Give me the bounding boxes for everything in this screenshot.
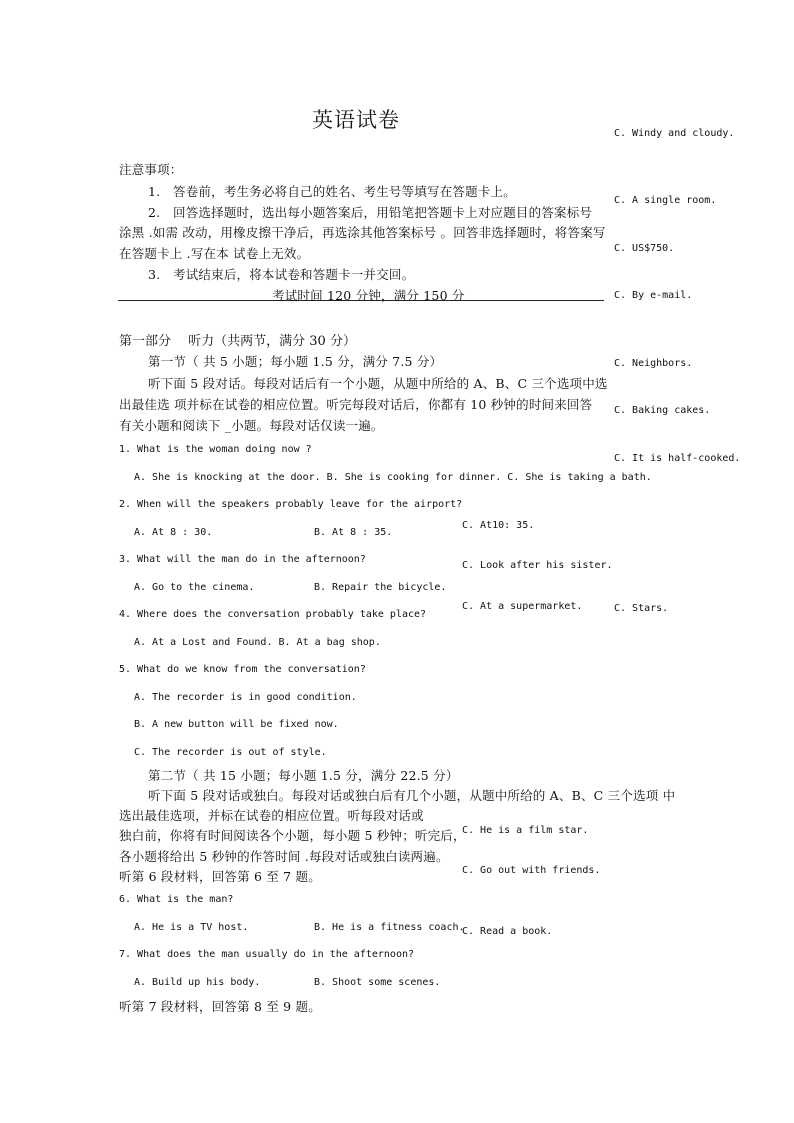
material-instruction: 听第 7 段材料，回答第 8 至 9 题。 (119, 999, 321, 1014)
section-instructions: 选出最佳选项，并标在试卷的相应位置。听每段对话或 (119, 808, 424, 823)
option-c: C. Go out with friends. (462, 865, 601, 876)
right-option: C. Neighbors. (614, 358, 693, 369)
exam-title: 英语试卷 (312, 108, 400, 132)
note-item: 涂黑 .如需 改动，用橡皮擦干净后，再选涂其他答案标号 。回答非选择题时，将答案写 (119, 225, 606, 240)
section-instructions: 听下面 5 段对话。每段对话后有一个小题，从题中所给的 A、B、C 三个选项中选 (148, 376, 608, 391)
option-c: C. At a supermarket. (462, 601, 583, 612)
option-a: A. The recorder is in good condition. (134, 692, 357, 703)
option-b: B. Repair the bicycle. (314, 582, 447, 593)
option-c: C. He is a film star. (462, 825, 589, 836)
right-option: C. Windy and cloudy. (614, 128, 735, 139)
right-option: C. Baking cakes. (614, 405, 711, 416)
section-heading: 第一节（ 共 5 小题；每小题 1.5 分，满分 7.5 分） (148, 354, 443, 369)
note-item: 在答题卡上 .写在本 试卷上无效。 (119, 246, 310, 261)
section-instructions: 独白前，你将有时间阅读各个小题，每小题 5 秒钟；听完后， (119, 828, 466, 843)
option-c: C. Read a book. (462, 926, 553, 937)
question-options: A. She is knocking at the door. B. She is cooking for dinner. C. She is taking a bath. (134, 472, 652, 483)
right-option: C. By e-mail. (614, 290, 693, 301)
question: 1. What is the woman doing now ? (119, 444, 312, 455)
option-b: B. A new button will be fixed now. (134, 719, 339, 730)
material-instruction: 听第 6 段材料，回答第 6 至 7 题。 (119, 869, 321, 884)
part-heading: 第一部分 听力（共两节，满分 30 分） (119, 334, 356, 349)
option-a: A. At 8 : 30. (134, 527, 213, 538)
option-c: C. At10: 35. (462, 520, 535, 531)
right-option: C. US$750. (614, 243, 675, 254)
question: 4. Where does the conversation probably take place? (119, 609, 427, 620)
question-options: A. At a Lost and Found. B. At a bag shop. (134, 637, 381, 648)
divider-line (118, 300, 604, 301)
option-b: B. Shoot some scenes. (314, 977, 441, 988)
note-item: 2. 回答选择题时，选出每小题答案后，用铅笔把答题卡上对应题目的答案标号 (148, 205, 593, 220)
option-b: B. He is a fitness coach. (314, 922, 465, 933)
option-c: C. Look after his sister. (462, 560, 613, 571)
right-option: C. Stars. (614, 603, 669, 614)
note-item: 1. 答卷前，考生务必将自己的姓名、考生号等填写在答题卡上。 (148, 184, 516, 199)
question: 3. What will the man do in the afternoon? (119, 554, 366, 565)
section-instructions: 各小题将给出 5 秒钟的作答时间 .每段对话或独白读两遍。 (119, 849, 449, 864)
section-heading: 第二节（ 共 15 小题；每小题 1.5 分，满分 22.5 分） (148, 768, 459, 783)
option-a: A. He is a TV host. (134, 922, 249, 933)
question: 2. When will the speakers probably leave for the airport? (119, 499, 463, 510)
notes-heading: 注意事项： (119, 162, 183, 177)
right-option: C. A single room. (614, 195, 717, 206)
question: 7. What does the man usually do in the afternoon? (119, 949, 415, 960)
option-c: C. The recorder is out of style. (134, 747, 327, 758)
section-instructions: 出最佳选 项并标在试卷的相应位置。听完每段对话后，你都有 10 秒钟的时间来回答 (119, 397, 593, 412)
exam-time: 考试时间 120 分钟，满分 150 分 (272, 288, 465, 303)
note-item: 3. 考试结束后，将本试卷和答题卡一并交回。 (148, 267, 415, 282)
section-instructions: 有关小题和阅读下 _小题。每段对话仅读一遍。 (119, 418, 384, 433)
option-a: A. Go to the cinema. (134, 582, 255, 593)
question: 6. What is the man? (119, 894, 234, 905)
question: 5. What do we know from the conversation? (119, 664, 366, 675)
right-option: C. It is half-cooked. (614, 453, 741, 464)
option-b: B. At 8 : 35. (314, 527, 393, 538)
section-instructions: 听下面 5 段对话或独白。每段对话或独白后有几个小题，从题中所给的 A、B、C 三个选项 中 (148, 788, 676, 803)
option-a: A. Build up his body. (134, 977, 261, 988)
